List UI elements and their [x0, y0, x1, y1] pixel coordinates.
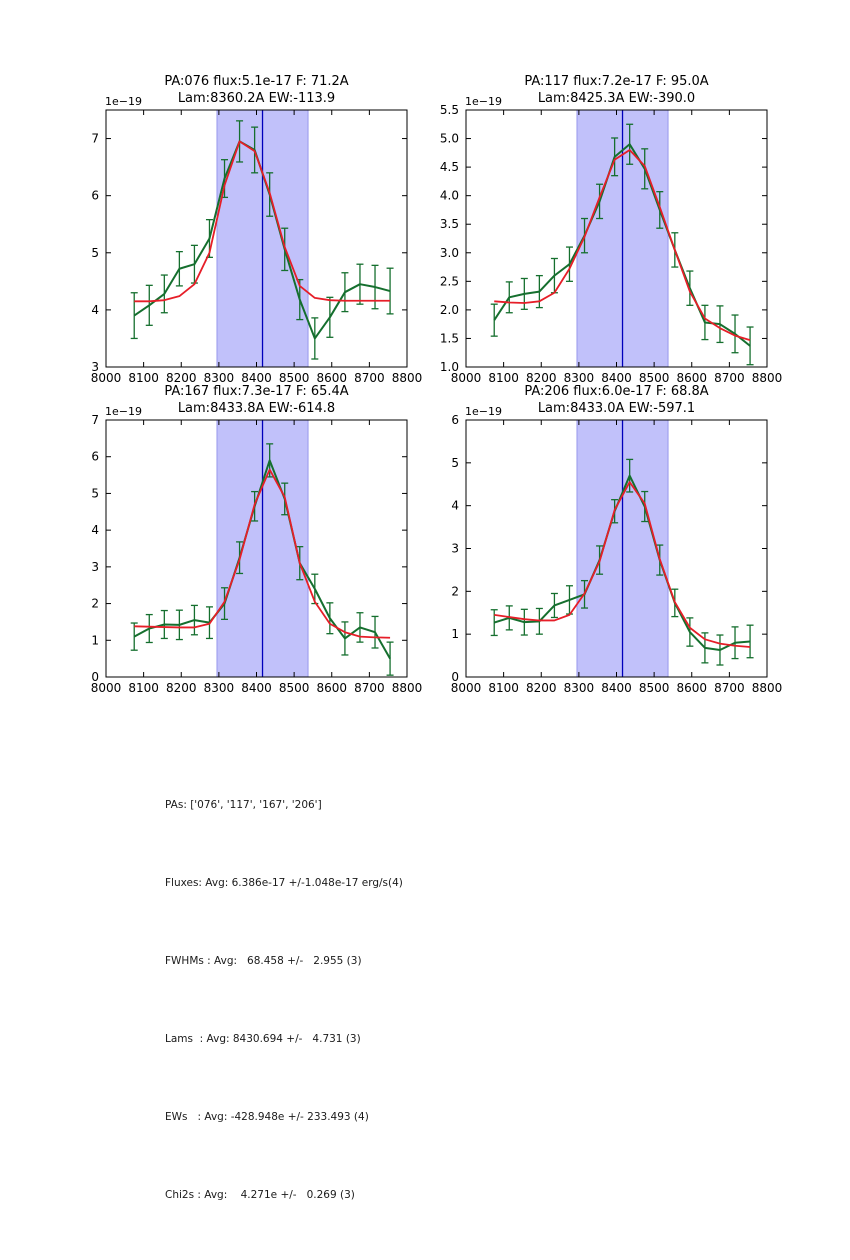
x-tick-label: 8500: [278, 681, 310, 695]
plot-title-line2: Lam:8433.0A EW:-597.1: [537, 401, 696, 416]
y-axis-offset-label: 1e−19: [105, 95, 142, 108]
y-tick-label: 4.0: [439, 188, 459, 203]
x-tick-label: 8000: [90, 371, 122, 385]
y-tick-label: 4: [91, 302, 99, 317]
y-tick-label: 2: [91, 596, 99, 611]
x-tick-label: 8600: [316, 371, 348, 385]
y-tick-label: 0: [91, 670, 99, 684]
plot-title-line1: PA:206 flux:6.0e-17 F: 68.8A: [524, 384, 709, 399]
subplot-pa206: [408, 372, 789, 713]
y-tick-label: 4: [91, 523, 99, 538]
plot-title-line2: Lam:8425.3A EW:-390.0: [537, 91, 696, 106]
y-tick-label: 1: [91, 633, 99, 648]
y-tick-label: 5: [451, 455, 459, 470]
plot-title-line2: Lam:8360.2A EW:-113.9: [177, 91, 336, 106]
x-tick-label: 8800: [751, 681, 783, 695]
y-tick-label: 5.5: [439, 103, 459, 117]
y-tick-label: 6: [91, 449, 99, 464]
summary-block: [165, 740, 403, 1260]
subplot-pa167: [48, 372, 429, 713]
x-tick-label: 8300: [563, 681, 595, 695]
summary-fwhms: FWHMs : Avg: 68.458 +/- 2.955 (3): [165, 955, 362, 967]
x-tick-label: 8400: [241, 681, 272, 695]
y-tick-label: 6: [91, 188, 99, 203]
y-tick-label: 2.5: [439, 274, 459, 289]
x-tick-label: 8400: [601, 681, 632, 695]
y-tick-label: 0: [451, 670, 459, 684]
summary-pas: PAs: ['076', '117', '167', '206']: [165, 799, 322, 811]
summary-chi2s: Chi2s : Avg: 4.271e +/- 0.269 (3): [165, 1189, 355, 1201]
x-tick-label: 8000: [90, 681, 122, 695]
plot-canvas-pa117: [408, 62, 789, 403]
x-tick-label: 8300: [203, 681, 235, 695]
x-tick-label: 8200: [165, 681, 197, 695]
subplot-pa117: [408, 62, 789, 403]
x-tick-label: 8200: [525, 681, 557, 695]
y-tick-label: 1.5: [439, 331, 459, 346]
plot-canvas-pa167: [48, 372, 429, 713]
y-tick-label: 1.0: [439, 360, 459, 374]
y-tick-label: 3: [451, 541, 459, 556]
y-tick-label: 4.5: [439, 160, 459, 175]
x-tick-label: 8100: [488, 681, 519, 695]
y-tick-label: 7: [91, 413, 99, 427]
y-tick-label: 2.0: [439, 302, 459, 317]
x-tick-label: 8000: [450, 371, 482, 385]
x-tick-label: 8600: [676, 681, 708, 695]
x-tick-label: 8200: [525, 371, 557, 385]
x-tick-label: 8100: [128, 681, 159, 695]
x-tick-label: 8300: [563, 371, 595, 385]
y-axis-offset-label: 1e−19: [105, 405, 142, 418]
plot-canvas-pa206: [408, 372, 789, 713]
plot-title-line1: PA:167 flux:7.3e-17 F: 65.4A: [164, 384, 349, 399]
x-tick-label: 8600: [316, 681, 348, 695]
plot-title-line1: PA:076 flux:5.1e-17 F: 71.2A: [164, 74, 349, 89]
plot-canvas-pa076: [48, 62, 429, 403]
y-tick-label: 3.0: [439, 245, 459, 260]
x-tick-label: 8100: [128, 371, 159, 385]
y-tick-label: 3.5: [439, 217, 459, 232]
x-tick-label: 8800: [751, 371, 783, 385]
x-tick-label: 8400: [601, 371, 632, 385]
y-axis-offset-label: 1e−19: [465, 95, 502, 108]
x-tick-label: 8800: [391, 371, 423, 385]
y-tick-label: 1: [451, 627, 459, 642]
x-tick-label: 8700: [714, 681, 745, 695]
subplot-pa076: [48, 62, 429, 403]
summary-ews: EWs : Avg: -428.948e +/- 233.493 (4): [165, 1111, 369, 1123]
x-tick-label: 8500: [278, 371, 310, 385]
summary-lams: Lams : Avg: 8430.694 +/- 4.731 (3): [165, 1033, 361, 1045]
y-tick-label: 5.0: [439, 131, 459, 146]
x-tick-label: 8700: [714, 371, 745, 385]
y-tick-label: 3: [91, 360, 99, 374]
x-tick-label: 8800: [391, 681, 423, 695]
y-tick-label: 5: [91, 486, 99, 501]
summary-fluxes: Fluxes: Avg: 6.386e-17 +/-1.048e-17 erg/s(4): [165, 877, 403, 889]
x-tick-label: 8600: [676, 371, 708, 385]
y-tick-label: 6: [451, 413, 459, 427]
plot-title-line1: PA:117 flux:7.2e-17 F: 95.0A: [524, 74, 709, 89]
x-tick-label: 8500: [638, 371, 670, 385]
x-tick-label: 8300: [203, 371, 235, 385]
y-tick-label: 4: [451, 498, 459, 513]
x-tick-label: 8000: [450, 681, 482, 695]
y-tick-label: 5: [91, 245, 99, 260]
y-tick-label: 3: [91, 559, 99, 574]
y-tick-label: 2: [451, 584, 459, 599]
x-tick-label: 8400: [241, 371, 272, 385]
y-axis-offset-label: 1e−19: [465, 405, 502, 418]
x-tick-label: 8700: [354, 371, 385, 385]
y-tick-label: 7: [91, 131, 99, 146]
x-tick-label: 8700: [354, 681, 385, 695]
plot-title-line2: Lam:8433.8A EW:-614.8: [177, 401, 336, 416]
x-tick-label: 8500: [638, 681, 670, 695]
x-tick-label: 8100: [488, 371, 519, 385]
x-tick-label: 8200: [165, 371, 197, 385]
